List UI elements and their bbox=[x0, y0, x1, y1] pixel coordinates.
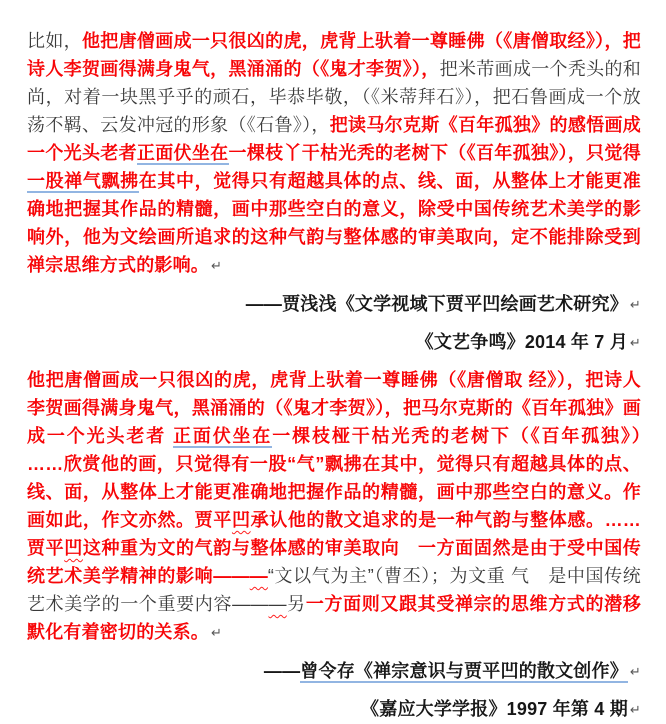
text-run-red-bold: 他把唐僧画成一只很凶的虎，虎背上驮着一尊睡佛（《唐僧取经》），把诗人李贺画得满身鬼气，黑涌涌的（《鬼才李贺》）， bbox=[27, 31, 641, 79]
citation-author-1[interactable] bbox=[27, 290, 641, 319]
paragraph-mark: ↵ bbox=[211, 625, 223, 640]
text-run-red-bold: 承认他的散文追求的是一种气韵与整体感。……贾平 bbox=[27, 510, 641, 558]
citation-text-underlined: 曾令存《禅宗意识与贾平凹的散文创作》 bbox=[300, 661, 628, 681]
citation-text: ——贾浅浅《文学视域下贾平凹绘画艺术研究》 bbox=[245, 294, 628, 314]
text-run-black: 比如， bbox=[27, 31, 82, 51]
text-run-red-underlined: 正面伏坐在 bbox=[172, 426, 273, 446]
text-run-red-bold: 把读马尔克斯《百年孤独》的感悟画成一个光头老者 bbox=[27, 115, 641, 163]
text-run-red-bold: 他把唐僧画成一只很凶的虎，虎背上驮着一尊睡佛（《唐僧取 经》），把诗人李贺画得满身鬼气，黑涌涌的（《鬼才李贺》），把马尔克斯的《百年孤独》画成一个光头老者 bbox=[27, 370, 641, 446]
citation-author-2[interactable] bbox=[27, 657, 641, 686]
text-run-black: “文以气为主”（曹丕）；为文重 气 是中国传统艺术美学的一个重要内容—— bbox=[27, 566, 641, 614]
text-run-red-underlined: 一股禅气飘拂 bbox=[27, 171, 139, 191]
text-run-red-bold: 一棵枝桠干枯光秃的老树下（《百年孤独》） ……欣赏他的画，只觉得有一股“气”飘拂在其中，觉得只有超越具体的点、线、面，从整体上才能更准确地把握作品的精髓，画中那些空白的意义。作画如此，作文亦然。贾平 bbox=[27, 426, 665, 530]
text-run-red-spellcheck: 凹 bbox=[231, 510, 251, 530]
text-run-red-spellcheck: 凹 bbox=[64, 538, 83, 558]
citation-text: 《文艺争鸣》2014 年 7 月 bbox=[415, 332, 628, 352]
citation-source-2[interactable] bbox=[27, 695, 641, 724]
paragraph-mark: ↵ bbox=[629, 664, 641, 679]
quote-paragraph-1[interactable] bbox=[27, 27, 641, 280]
text-run-red-bold: 这种重为文的气韵与整体感的审美取向 一方面固然是由于受中国传统艺术美学精神的影响—— bbox=[27, 538, 642, 586]
text-run-red-underlined: 正面伏坐在 bbox=[136, 143, 229, 163]
paragraph-mark: ↵ bbox=[629, 297, 641, 312]
citation-text: —— bbox=[263, 661, 301, 681]
paragraph-mark: ↵ bbox=[629, 702, 641, 717]
citation-source-1[interactable] bbox=[27, 328, 641, 357]
paragraph-mark: ↵ bbox=[211, 258, 223, 273]
paragraph-mark: ↵ bbox=[629, 335, 641, 350]
text-run-red-bold: 一方面则又跟其受禅宗的思维方式的潜移默化有着密切的关系。 bbox=[27, 594, 641, 642]
text-run-black: 另 bbox=[286, 594, 306, 614]
citation-text: 《嘉应大学学报》1997 年第 4 期 bbox=[361, 699, 628, 719]
text-run-red-spellcheck: — bbox=[249, 566, 268, 586]
quote-paragraph-2[interactable] bbox=[27, 366, 665, 647]
text-run-red-bold: 在其中，觉得只有超越具体的点、线、面，从整体上才能更准确地把握其作品的精髓，画中那些空白的意义，除受中国传统艺术美学的影响外，他为文绘画所追求的这种气韵与整体感的审美取向，定不能排除受到禅宗思维方式的影响。 bbox=[27, 171, 641, 275]
text-run-red-bold: 一棵枝丫干枯光秃的老树下（《百年孤独》），只觉得 bbox=[228, 143, 641, 163]
text-run-black-spellcheck: — bbox=[268, 594, 287, 614]
text-run-black: 把米芾画成一个秃头的和尚，对着一块黑乎乎的顽石，毕恭毕敬，（《米蒂拜石》），把石鲁画成一个放荡不羁、云发冲冠的形象（《石鲁》）， bbox=[27, 59, 641, 135]
